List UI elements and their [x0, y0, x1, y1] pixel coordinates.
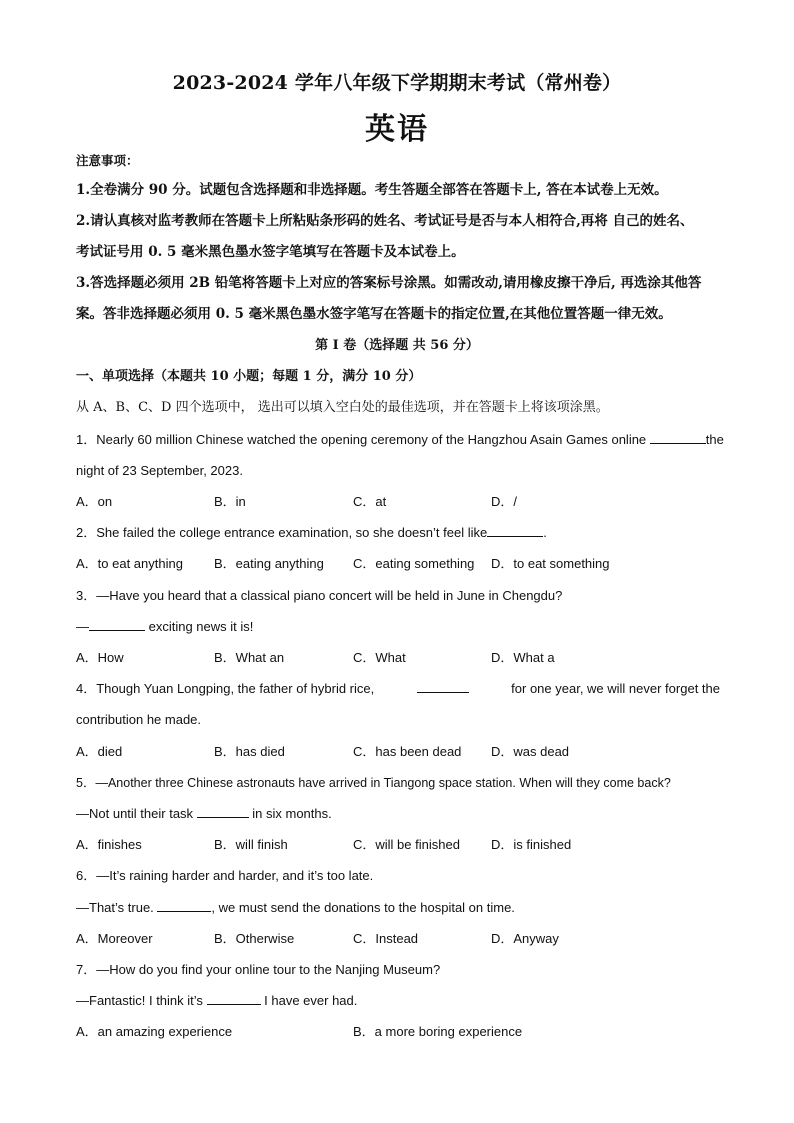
option-d: D．to eat something	[491, 556, 610, 571]
answer-blank	[487, 523, 543, 537]
question-7-line-2	[76, 991, 720, 1011]
answer-blank	[89, 617, 145, 631]
option-a: A．finishes	[76, 837, 142, 852]
question-7-response-end: I have ever had.	[260, 993, 358, 1008]
question-2-options	[76, 554, 720, 574]
section-heading: 一、单项选择（本题共 10 小题；每题 1 分，满分 10 分）	[76, 369, 422, 384]
answer-blank	[207, 991, 261, 1005]
option-b: B．has died	[214, 744, 285, 759]
question-3-line-1: 3．—Have you heard that a classical piano concert will be held in June in Chengdu?	[76, 588, 563, 603]
option-d: D．/	[491, 494, 518, 509]
question-7-options	[76, 1022, 720, 1042]
option-a: A．on	[76, 494, 113, 509]
option-b: B．in	[214, 494, 246, 509]
option-d: D．Anyway	[491, 931, 559, 946]
question-3-response: exciting news it is!	[145, 619, 254, 634]
answer-blank	[197, 804, 249, 818]
question-2-line-1	[76, 523, 720, 543]
option-d: D．is finished	[491, 837, 572, 852]
question-5-response-end: in six months.	[248, 806, 332, 821]
question-2-stem-end: .	[543, 525, 547, 540]
option-b: B．Otherwise	[214, 931, 295, 946]
notice-heading: 注意事项：	[76, 153, 139, 168]
option-c: C．What	[353, 650, 406, 665]
option-b: B．a more boring experience	[353, 1024, 523, 1039]
question-1-stem: 1．Nearly 60 million Chinese watched the opening ceremony of the Hangzhou Asain Games online	[76, 432, 650, 447]
question-7-line-1: 7．—How do you find your online tour to the Nanjing Museum?	[76, 962, 441, 977]
answer-blank	[417, 679, 469, 693]
question-2-stem: 2．She failed the college entrance examination, so she doesn’t feel like	[76, 525, 488, 540]
notice-item-2-line-2: 考试证号用 0. 5 毫米黑色墨水签字笔填写在答题卡及本试卷上。	[76, 244, 465, 260]
question-5-line-2	[76, 804, 720, 824]
option-a: A．How	[76, 650, 124, 665]
question-5-response: —Not until their task	[76, 806, 197, 821]
question-5-options	[76, 835, 720, 855]
question-1-stem-end: the	[705, 432, 724, 447]
question-6-line-1: 6．—It’s raining harder and harder, and it’s too late.	[76, 868, 374, 883]
option-d: D．was dead	[491, 744, 570, 759]
exam-title: 2023-2024 学年八年级下学期期末考试（常州卷）	[172, 72, 622, 94]
question-4-options	[76, 742, 720, 762]
question-3-line-2	[76, 617, 720, 637]
question-1-options	[76, 492, 720, 512]
answer-blank	[157, 898, 211, 912]
notice-item-3-line-1: 3.答选择题必须用 2B 铅笔将答题卡上对应的答案标号涂黑。如需改动,请用橡皮擦干净后, 再选涂其他答	[76, 275, 702, 291]
question-1-line-1	[76, 430, 724, 450]
option-c: C．will be finished	[353, 837, 460, 852]
option-b: B．will finish	[214, 837, 288, 852]
question-1-line-2: night of 23 September, 2023.	[76, 463, 243, 478]
option-c: C．Instead	[353, 931, 419, 946]
question-4-stem: 4．Though Yuan Longping, the father of hybrid rice,	[76, 681, 375, 696]
part-title: 第 I 卷（选择题 共 56 分）	[315, 338, 479, 353]
question-4-line-2: contribution he made.	[76, 712, 202, 727]
option-c: C．at	[353, 494, 387, 509]
section-instruction: 从 A、B、C、D 四个选项中， 选出可以填入空白处的最佳选项，并在答题卡上将该项涂黑。	[76, 400, 609, 415]
question-5-line-1: 5．—Another three Chinese astronauts have arrived in Tiangong space station. When will they come back?	[76, 776, 671, 790]
question-3-dash: —	[76, 619, 89, 634]
notice-item-2-line-1: 2.请认真核对监考教师在答题卡上所粘贴条形码的姓名、考试证号是否与本人相符合,再将 自己的姓名、	[76, 213, 694, 229]
notice-item-1: 1.全卷满分 90 分。试题包含选择题和非选择题。考生答题全部答在答题卡上, 答在本试卷上无效。	[76, 182, 668, 198]
question-6-response-end: , we must send the donations to the hospital on time.	[211, 900, 515, 915]
question-6-response: —That’s true.	[76, 900, 158, 915]
option-b: B．eating anything	[214, 556, 324, 571]
option-a: A．an amazing experience	[76, 1024, 233, 1039]
subject-title: 英语	[365, 112, 429, 147]
question-3-options	[76, 648, 720, 668]
option-d: D．What a	[491, 650, 555, 665]
option-b: B．What an	[214, 650, 285, 665]
question-7-response: —Fantastic! I think it’s	[76, 993, 207, 1008]
question-6-line-2	[76, 898, 720, 918]
notice-item-3-line-2: 案。答非选择题必须用 0. 5 毫米黑色墨水签字笔写在答题卡的指定位置,在其他位置答题一律无效。	[76, 306, 672, 322]
option-c: C．eating something	[353, 556, 475, 571]
answer-blank	[650, 430, 706, 444]
question-4-stem-end: for one year, we will never forget the	[511, 681, 720, 696]
option-a: A．died	[76, 744, 123, 759]
option-a: A．to eat anything	[76, 556, 183, 571]
question-4-line-1	[76, 679, 720, 699]
option-c: C．has been dead	[353, 744, 462, 759]
question-6-options	[76, 929, 720, 949]
option-a: A．Moreover	[76, 931, 153, 946]
